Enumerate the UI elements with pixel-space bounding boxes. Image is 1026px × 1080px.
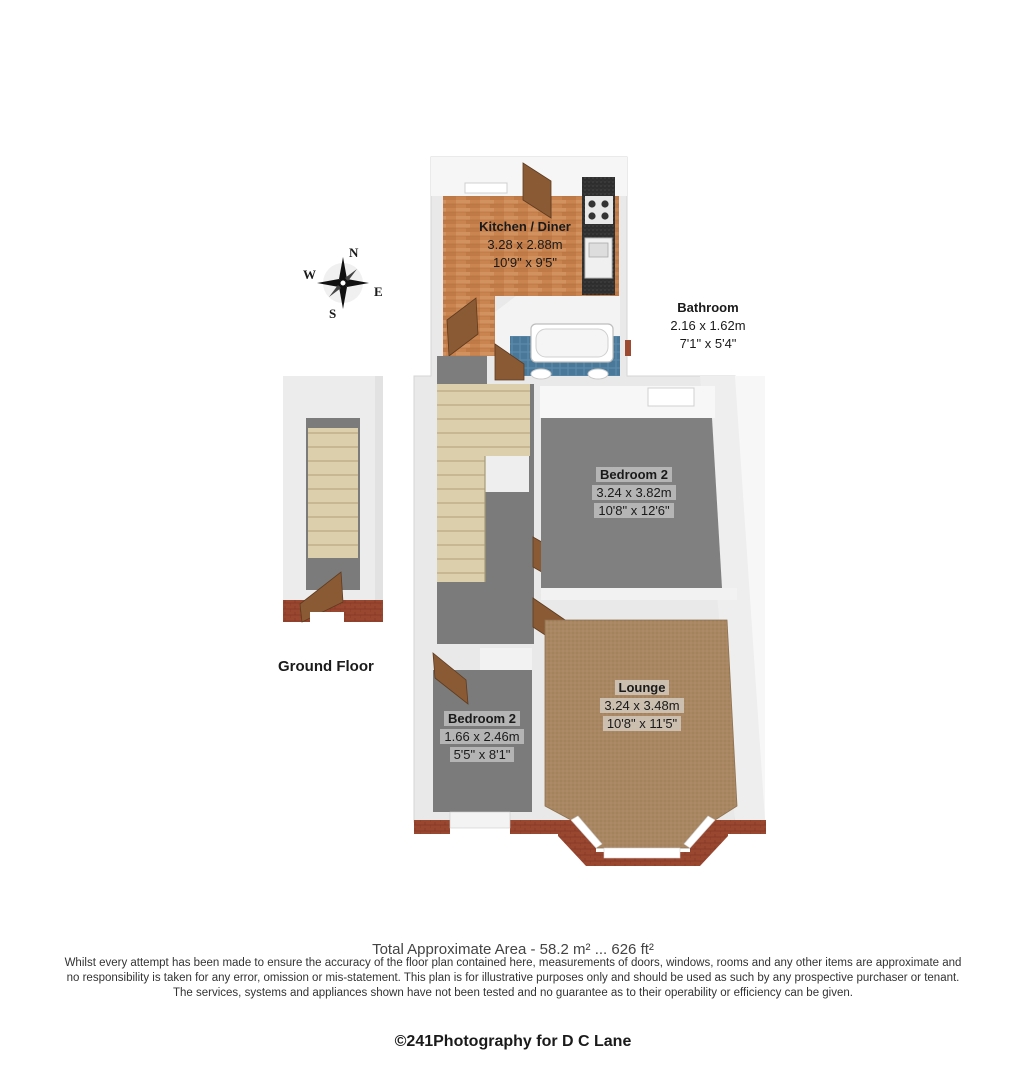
floor-title: Ground Floor	[278, 658, 374, 675]
compass-south-label: S	[329, 306, 337, 321]
total-area: Total Approximate Area - 58.2 m² ... 626 ft²	[372, 941, 654, 958]
bedroom-small-name: Bedroom 2	[444, 711, 520, 726]
credit: ©241Photography for D C Lane	[394, 1033, 632, 1050]
bathroom-label	[648, 299, 768, 353]
bathroom-room	[495, 296, 631, 380]
lounge-name: Lounge	[615, 680, 670, 695]
kitchen-label	[465, 218, 585, 272]
bedroom-main-name: Bedroom 2	[596, 467, 672, 482]
kitchen-metric: 3.28 x 2.88m	[487, 237, 563, 252]
bedroom-main-imperial: 10'8" x 12'6"	[594, 503, 673, 518]
compass-north-label: N	[349, 245, 359, 260]
bathroom-name: Bathroom	[677, 300, 739, 315]
compass-rose	[317, 257, 369, 309]
disclaimer-line-1: Whilst every attempt has been made to ensure the accuracy of the floor plan contained here, measurements of doors, windows, rooms and any other items are approximate and	[64, 957, 962, 969]
bedroom-small-metric: 1.66 x 2.46m	[440, 729, 523, 744]
bedroom-small-imperial: 5'5" x 8'1"	[450, 747, 515, 762]
compass-east-label: E	[374, 284, 383, 299]
disclaimer-line-3: The services, systems and appliances shown have not been tested and no guarantee as to their operability or efficiency can be given.	[173, 987, 853, 999]
lounge-metric: 3.24 x 3.48m	[600, 698, 683, 713]
lounge-imperial: 10'8" x 11'5"	[603, 716, 681, 731]
stair-block	[283, 376, 383, 622]
disclaimer	[0, 956, 1026, 1001]
compass-west-label: W	[303, 267, 316, 282]
lounge-room	[545, 620, 737, 848]
bedroom-main-label	[574, 466, 694, 520]
lounge-label	[582, 679, 702, 733]
bedroom-small-label	[422, 710, 542, 764]
kitchen-imperial: 10'9" x 9'5"	[492, 255, 558, 270]
kitchen-name: Kitchen / Diner	[479, 219, 571, 234]
disclaimer-line-2: no responsibility is taken for any error, omission or mis-statement. This plan is for illustrative purposes only and should be used as such by any prospective purchaser or tenant.	[66, 972, 960, 984]
bathroom-metric: 2.16 x 1.62m	[670, 318, 746, 333]
bathroom-imperial: 7'1" x 5'4"	[679, 336, 737, 351]
bedroom-main-metric: 3.24 x 3.82m	[592, 485, 675, 500]
